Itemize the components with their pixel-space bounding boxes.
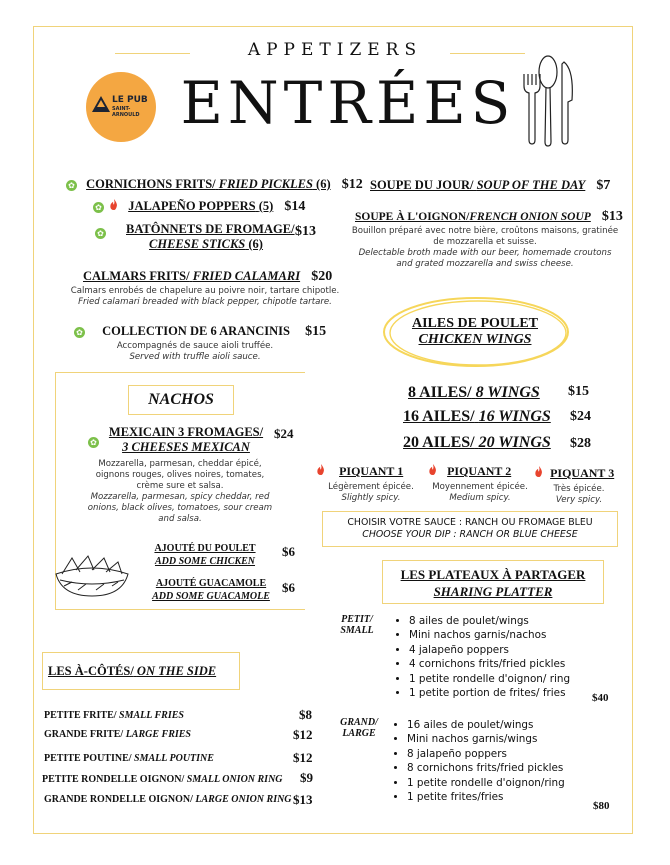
desc-fr-2: oignons rouges, olives noires, tomates, — [95, 470, 265, 480]
nachos-title: NACHOS — [148, 391, 214, 408]
spice-label: PIQUANT 3 — [550, 466, 615, 480]
side-fr: GRANDE FRITE/ — [44, 729, 124, 740]
desc-en-2: onions, black olives, tomatoes, sour cream — [87, 503, 273, 513]
nachos-description — [80, 459, 280, 525]
spice-level-3 — [534, 462, 624, 506]
item-name-fr: SOUPE À L'OIGNON/ — [355, 211, 470, 223]
wings-size-20 — [403, 432, 551, 452]
item-price: $20 — [311, 269, 333, 284]
appetizer-arancinis — [74, 320, 326, 340]
item-name-en: CHEESE STICKS — [149, 237, 246, 251]
addon-fr: AJOUTÉ GUACAMOLE — [155, 578, 267, 589]
desc-en: Served with truffle aioli sauce. — [129, 352, 261, 362]
platter-list-item: • 1 petite rondelle d'oignon/ring — [407, 776, 627, 790]
spice-desc-en: Very spicy. — [555, 495, 603, 505]
platter-title-fr: LES PLATEAUX À PARTAGER — [400, 567, 586, 582]
spice-level-1 — [316, 460, 426, 504]
desc-fr-2: de mozzarella et suisse. — [433, 237, 537, 247]
item-qty: (5) — [258, 199, 274, 213]
desc-en-1: Delectable broth made with our beer, homemade croutons — [358, 248, 612, 258]
appetizer-fried-pickles — [66, 173, 363, 193]
item-name-fr: MEXICAIN 3 FROMAGES/ — [108, 425, 264, 439]
sides-title-fr: LES À-CÔTÉS/ — [48, 664, 134, 678]
nachos-top-rule — [55, 372, 305, 373]
side-small-poutine-price: $12 — [293, 750, 313, 765]
item-name-en: FRIED CALAMARI — [192, 269, 301, 283]
platter-list-item: • 1 petite portion de frites/ fries — [409, 686, 629, 700]
wing-size-en: 20 WINGS — [478, 434, 551, 451]
platter-small-label — [334, 614, 380, 636]
wings-price-16: $24 — [570, 409, 591, 424]
desc-en-1: Mozzarella, parmesan, spicy cheddar, red — [90, 492, 270, 502]
vegetarian-leaf-icon: ✿ — [93, 202, 104, 213]
platter-small-items — [395, 614, 629, 700]
platter-size-1: GRAND/ — [340, 717, 378, 728]
side-large-onion-ring-price: $13 — [293, 792, 313, 807]
soup-of-the-day — [370, 174, 610, 194]
side-fr: GRANDE RONDELLE OIGNON/ — [44, 794, 193, 805]
platter-large-price: $80 — [593, 800, 610, 812]
desc-en-3: and salsa. — [158, 514, 202, 524]
item-name-fr: JALAPEÑO POPPERS — [128, 199, 256, 213]
item-price: $15 — [305, 324, 327, 339]
nachos-addon-chicken — [150, 542, 260, 568]
spice-label: PIQUANT 1 — [339, 464, 404, 478]
platter-list-item: • 1 petite rondelle d'oignon/ ring — [409, 672, 629, 686]
sides-title — [43, 653, 239, 689]
side-large-fries — [44, 729, 191, 740]
desc-fr: Calmars enrobés de chapelure au poivre noir, tartare chipotle. — [70, 286, 340, 296]
addon-guacamole-price: $6 — [282, 580, 295, 595]
wings-title-en: CHICKEN WINGS — [418, 332, 532, 347]
platter-size-2: SMALL — [340, 625, 374, 636]
desc-fr-1: Bouillon préparé avec notre bière, croûtons maisons, gratinée — [351, 226, 619, 236]
dip-choice-box — [322, 511, 618, 547]
wing-size-en: 16 WINGS — [478, 408, 551, 425]
dip-text-fr: CHOISIR VOTRE SAUCE : RANCH OU FROMAGE BLEU — [347, 517, 593, 528]
side-en: SMALL POUTINE — [134, 753, 214, 764]
wings-title-fr: AILES DE POULET — [411, 316, 539, 331]
item-name-fr: COLLECTION DE 6 ARANCINIS — [102, 324, 290, 338]
spice-desc-fr: Moyennement épicée. — [432, 482, 528, 492]
addon-en: ADD SOME GUACAMOLE — [152, 591, 270, 602]
vegetarian-leaf-icon: ✿ — [88, 437, 99, 448]
side-small-onion-ring-price: $9 — [300, 770, 313, 785]
platter-list-item: • 16 ailes de poulet/wings — [407, 718, 627, 732]
pub-logo — [86, 72, 156, 142]
menu-title: ENTRÉES — [180, 69, 516, 137]
item-name-fr: SOUPE DU JOUR/ — [370, 178, 474, 192]
arancinis-description — [90, 341, 300, 363]
spicy-flame-icon — [534, 466, 544, 477]
menu-subtitle: APPETIZERS — [247, 40, 423, 60]
vegetarian-leaf-icon: ✿ — [66, 180, 77, 191]
platter-list-item: • Mini nachos garnis/wings — [407, 732, 627, 746]
wing-size-en: 8 WINGS — [475, 384, 540, 401]
side-small-fries — [44, 710, 184, 721]
side-large-fries-price: $12 — [293, 727, 313, 742]
side-fr: PETITE RONDELLE OIGNON/ — [42, 774, 185, 785]
platter-title-en: SHARING PLATTER — [433, 584, 553, 599]
platter-large-items — [393, 718, 627, 804]
addon-fr: AJOUTÉ DU POULET — [154, 543, 256, 554]
desc-fr-1: Mozzarella, parmesan, cheddar épicé, — [98, 459, 262, 469]
item-qty: (6) — [248, 237, 263, 251]
side-small-poutine — [44, 753, 214, 764]
logo-line-1: LE PUB — [112, 95, 148, 105]
french-onion-soup — [355, 205, 623, 225]
item-name-fr: CORNICHONS FRITS/ — [86, 177, 216, 191]
spice-desc-fr: Légèrement épicée. — [328, 482, 414, 492]
wings-size-8 — [408, 382, 540, 402]
appetizer-jalapeno-poppers — [93, 195, 305, 215]
calamari-description — [60, 286, 350, 308]
side-en: SMALL ONION RING — [186, 774, 283, 785]
platter-title — [383, 566, 603, 600]
side-en: LARGE FRIES — [125, 729, 191, 740]
item-name-fr: CALMARS FRITS/ — [83, 269, 190, 283]
wing-size-fr: 16 AILES/ — [403, 408, 475, 425]
mountain-icon — [91, 95, 111, 113]
spicy-flame-icon — [109, 199, 119, 210]
item-price: $13 — [601, 209, 623, 224]
platter-list-item: • 8 jalapeño poppers — [407, 747, 627, 761]
platter-list-item: • 8 ailes de poulet/wings — [409, 614, 629, 628]
item-price: $14 — [284, 199, 306, 214]
addon-en: ADD SOME CHICKEN — [154, 556, 256, 567]
side-en: LARGE ONION RING — [195, 794, 292, 805]
platter-list-item: • Mini nachos garnis/nachos — [409, 628, 629, 642]
spice-desc-en: Medium spicy. — [449, 493, 511, 503]
onion-soup-description — [350, 226, 620, 270]
desc-en-2: and grated mozzarella and swiss cheese. — [396, 259, 574, 269]
spice-level-2 — [428, 460, 532, 504]
wings-title — [380, 316, 570, 348]
addon-chicken-price: $6 — [282, 544, 295, 559]
spice-desc-en: Slightly spicy. — [341, 493, 401, 503]
item-name-en: FRENCH ONION SOUP — [469, 211, 591, 223]
platter-list-item: • 8 cornichons frits/fried pickles — [407, 761, 627, 775]
item-qty: (6) — [316, 177, 331, 191]
side-small-fries-price: $8 — [299, 707, 312, 722]
vegetarian-leaf-icon: ✿ — [95, 228, 106, 239]
logo-line-2: SAINT-ARNOULD — [112, 106, 140, 118]
wings-price-20: $28 — [570, 436, 591, 451]
wings-size-16 — [403, 406, 551, 426]
platter-list-item: • 4 jalapeño poppers — [409, 643, 629, 657]
cutlery-icon — [516, 52, 582, 152]
sides-title-box — [42, 652, 240, 690]
item-price: $12 — [341, 177, 363, 192]
side-en: SMALL FRIES — [119, 710, 184, 721]
nachos-price: $24 — [274, 426, 294, 441]
nachos-item — [106, 425, 266, 455]
wing-size-fr: 20 AILES/ — [403, 434, 475, 451]
item-name-en: 3 CHEESES MEXICAN — [122, 440, 250, 454]
side-large-onion-ring — [44, 794, 292, 805]
desc-en: Fried calamari breaded with black pepper, chipotle tartare. — [78, 297, 332, 307]
desc-fr-3: crème sure et salsa. — [136, 481, 224, 491]
item-name-en: FRIED PICKLES — [218, 177, 313, 191]
item-price: $7 — [596, 178, 611, 193]
sides-title-en: ON THE SIDE — [136, 664, 217, 678]
dip-text-en: CHOOSE YOUR DIP : RANCH OR BLUE CHEESE — [362, 529, 578, 540]
platter-list-item: • 1 petite frites/fries — [407, 790, 627, 804]
platter-small-price: $40 — [592, 692, 609, 704]
platter-size-1: PETIT/ — [341, 614, 373, 625]
appetizer-fried-calamari — [83, 265, 332, 285]
side-fr: PETITE POUTINE/ — [44, 753, 132, 764]
wings-price-8: $15 — [568, 384, 589, 399]
wing-size-fr: 8 AILES/ — [408, 384, 472, 401]
spicy-flame-icon — [316, 464, 326, 475]
spice-label: PIQUANT 2 — [447, 464, 512, 478]
vegetarian-leaf-icon: ✿ — [74, 327, 85, 338]
platter-list-item: • 4 cornichons frits/fried pickles — [409, 657, 629, 671]
nachos-bowl-icon — [52, 552, 132, 600]
item-name-en: SOUP OF THE DAY — [476, 178, 586, 192]
side-fr: PETITE FRITE/ — [44, 710, 117, 721]
side-small-onion-ring — [42, 774, 283, 785]
platter-size-2: LARGE — [342, 728, 376, 739]
desc-fr: Accompagnés de sauce aioli truffée. — [116, 341, 274, 351]
item-price: $13 — [295, 224, 316, 239]
spicy-flame-icon — [428, 464, 438, 475]
item-name-fr: BATÔNNETS DE FROMAGE/ — [126, 222, 295, 236]
platter-title-box — [382, 560, 604, 604]
nachos-title-box — [128, 385, 234, 415]
spice-desc-fr: Très épicée. — [553, 484, 605, 494]
nachos-addon-guacamole — [148, 577, 274, 603]
platter-large-label — [336, 717, 382, 739]
